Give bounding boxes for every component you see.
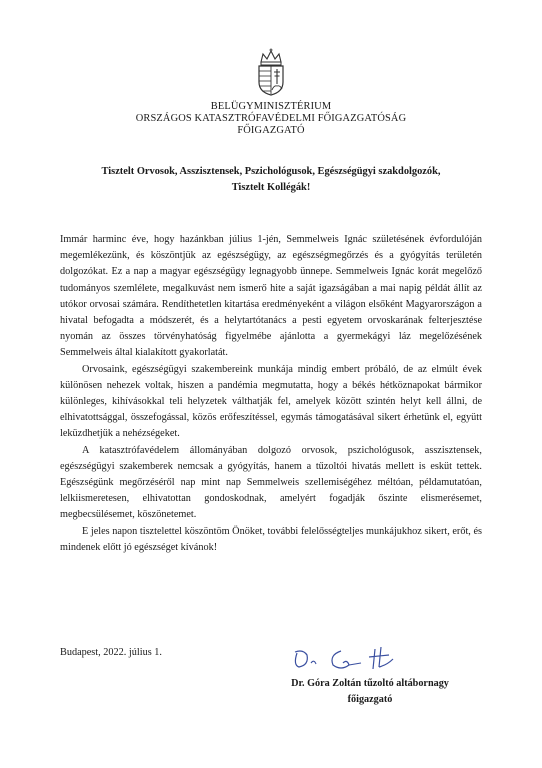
paragraph-1: Immár harminc éve, hogy hazánkban július 1-jén, Semmelweis Ignác születésének évfordulóján megemlékezünk, és köszöntjük az egészségügy, az egészségmegőrzés és a gyógyítás területén dolgozókat. Ez a nap a magyar egészségügy legnagyobb ünnepe. Semmelweis Ignác korát megelőző tudományos szemlélete, megalkuvást nem ismerő hite a saját igazságában a mai napig példát állít az utókor orvosai számára. Rendíthetetlen kitartása eredményeként a világon elsőként Magyarországon a hivatal befogadta a módszerét, és a helytartótanács a pesti egyetem orvoskarának felterjesztése nyomán az összes törvényhatóság figyelmébe ajánlotta a gyermekágyi láz megelőzésének Semmelweis által kialakított gyakorlatát. <box>60 234 482 359</box>
paragraph-2: Orvosaink, egészségügyi szakembereink munkája mindig embert próbáló, de az elmúlt évek különösen nehezek voltak, hiszen a pandémia megmutatta, hogy a békés hétköznapokat bármikor különleges, kihívásokkal teli helyzetek válthatják fel, amelyek között szintén helyt kell állni, de elhivatottsággal, összefogással, közös erőfeszítéssel, egymás támogatásával sikert érhetünk el, együtt leküzdhetjük a nehézségeket. <box>60 363 482 440</box>
salutation <box>60 164 482 196</box>
paragraph-3: A katasztrófavédelem állományában dolgozó orvosok, pszichológusok, asszisztensek, egészségügyi szakemberek nemcsak a gyógyítás, hanem a tűzoltói hivatás mellett is esküt tettek. Egészségünk megőrzéséről nap mint nap Semmelweis szellemiségéhez méltóan, példamutatóan, lelkiismeretesen, elhivatottan gondoskodnak, amelyért fogadják őszinte elismerésemet, megbecsülésemet, köszönetemet. <box>60 444 482 521</box>
place-and-date: Budapest, 2022. július 1. <box>60 647 162 658</box>
salutation-line-1: Tisztelt Orvosok, Asszisztensek, Pszichológusok, Egészségügyi szakdolgozók, <box>101 166 441 177</box>
coat-of-arms-icon <box>253 48 289 96</box>
signatory-name: Dr. Góra Zoltán tűzoltó altábornagy <box>291 678 449 689</box>
office-name: FŐIGAZGATÓ <box>237 125 305 137</box>
signatory-block <box>270 676 470 708</box>
ministry-name: BELÜGYMINISZTÉRIUM <box>210 101 332 112</box>
signatory-title: főigazgató <box>347 694 393 705</box>
letter-body <box>60 232 482 556</box>
organization-header <box>0 101 542 138</box>
paragraph-4: E jeles napon tisztelettel köszöntöm Önöket, további felelősségteljes munkájukhoz sikert, erőt, és mindenek előtt jó egészséget kívánok! <box>60 525 482 553</box>
directorate-name: ORSZÁGOS KATASZTRÓFAVÉDELMI FŐIGAZGATÓSÁG <box>135 113 407 125</box>
salutation-line-2: Tisztelt Kollégák! <box>231 182 311 193</box>
handwritten-signature-icon <box>289 643 409 675</box>
